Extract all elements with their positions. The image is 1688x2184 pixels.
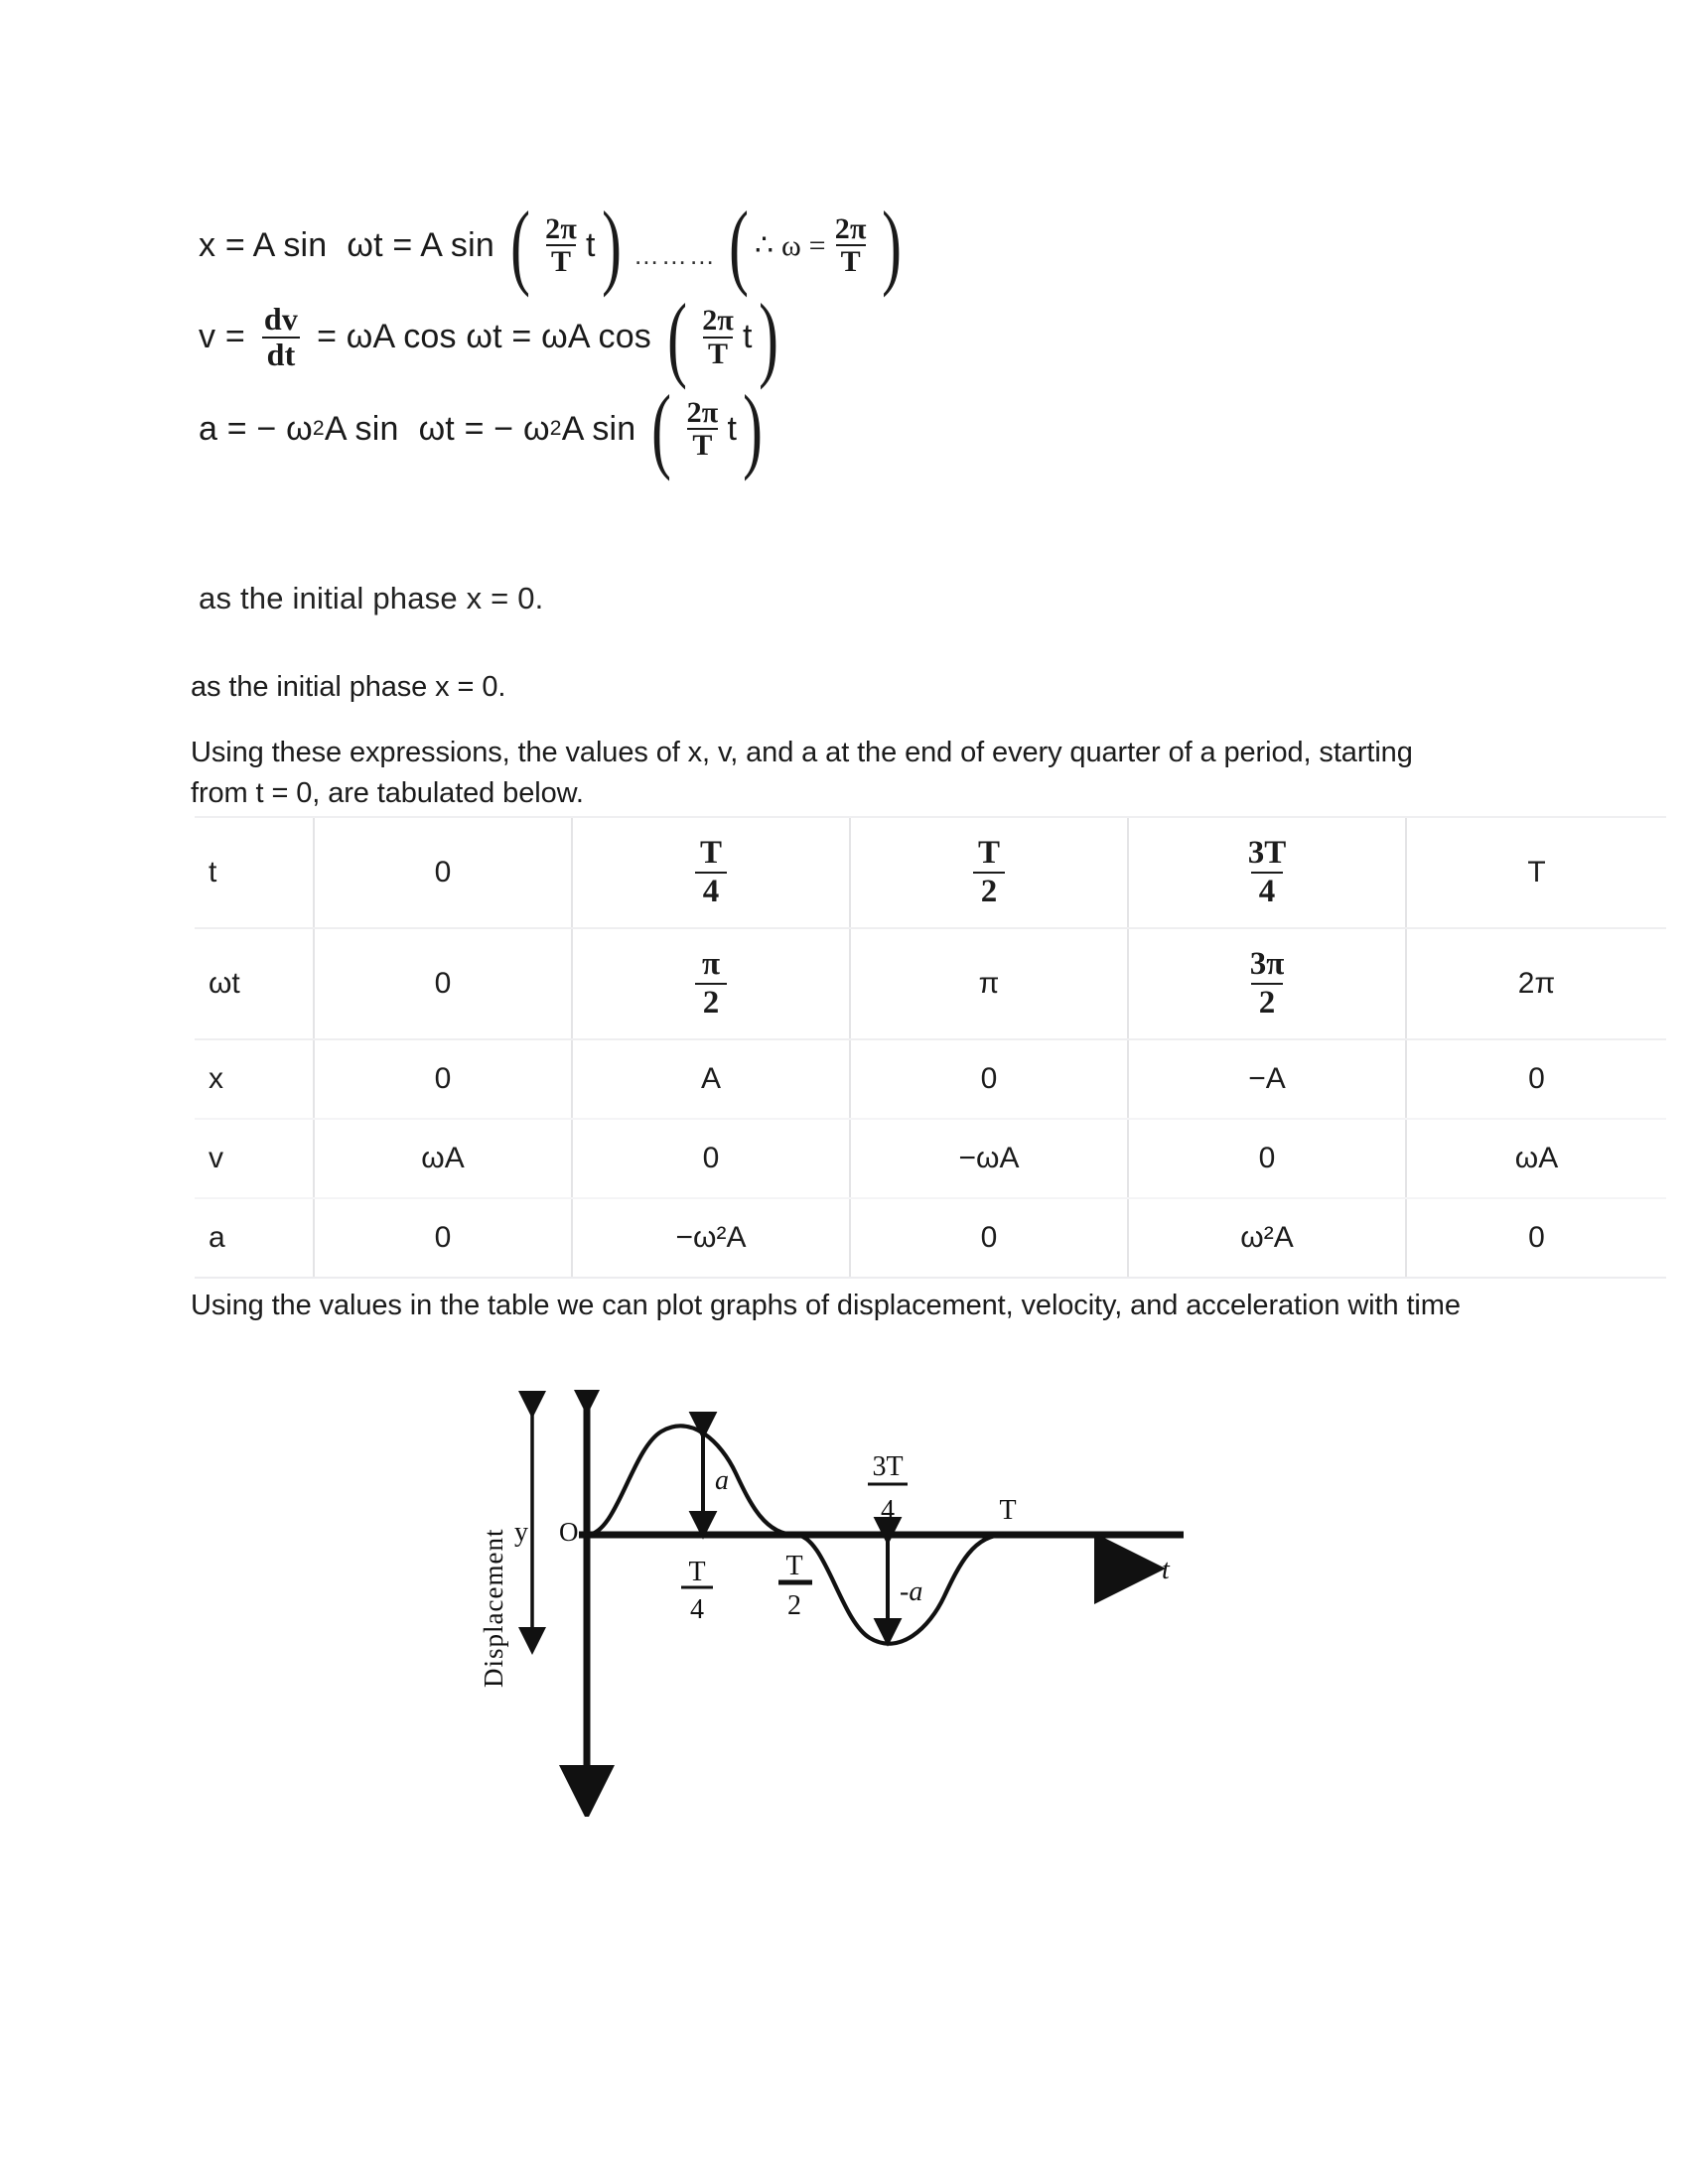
equation-block (199, 192, 1489, 486)
table-row (195, 1039, 1666, 1119)
cell-fraction (692, 837, 730, 908)
fraction-two-pi-over-T: $\frac{2\pi}{T}$ (702, 304, 735, 370)
fraction-denominator: 4 (1251, 872, 1284, 908)
values-table-wrapper (195, 816, 1666, 1279)
paragraph-using-expressions: Using these expressions, the values of x, v, and a at the end of every quarter of a period, starting from t = 0, are tabulated below. (191, 737, 1413, 810)
table-cell (850, 817, 1128, 928)
cell-fraction (1240, 837, 1295, 908)
paragraph-initial-phase: as the initial phase x = 0. (191, 671, 506, 703)
fraction-dv-over-dt: $\frac{dv}{dt}$ (259, 303, 303, 371)
equation-variable: t (585, 225, 596, 264)
fraction-denominator: 2 (695, 983, 728, 1020)
xtick-3T-over-4 (868, 1451, 908, 1526)
left-paren-icon: ( (510, 192, 531, 299)
fraction-denominator: 2 (973, 872, 1006, 908)
scanned-phrase: as the initial phase x = 0. (199, 581, 544, 615)
displacement-time-graph (467, 1390, 1241, 1817)
fraction-numerator: T (977, 835, 1000, 871)
right-paren-icon: ) (758, 283, 778, 390)
equation-variable: t (727, 409, 738, 448)
fraction-two-pi-over-T: $\frac{2\pi}{T}$ (545, 212, 577, 279)
fraction-numerator: 3T (1247, 835, 1287, 871)
amplitude-positive-label: a (715, 1465, 729, 1496)
x-axis-title: t (1162, 1555, 1170, 1585)
cell-fraction (1242, 948, 1293, 1020)
table-cell: −ωA (850, 1119, 1128, 1198)
left-paren-icon: ( (667, 283, 688, 390)
table-row-label: x (195, 1039, 314, 1119)
ellipsis: ……… (633, 240, 717, 271)
table-cell: A (572, 1039, 850, 1119)
table-row (195, 1198, 1666, 1278)
svg-text:T: T (688, 1557, 706, 1587)
svg-text:4: 4 (881, 1495, 895, 1526)
equation-velocity (199, 283, 1489, 390)
table-cell: 0 (1128, 1119, 1406, 1198)
table-cell: 0 (572, 1119, 850, 1198)
table-cell: 0 (314, 928, 572, 1039)
cell-fraction (694, 948, 728, 1020)
table-cell: 0 (314, 1198, 572, 1278)
left-paren-icon: ( (651, 375, 672, 482)
equation-displacement (199, 192, 1489, 299)
svg-text:3T: 3T (872, 1451, 904, 1482)
values-table (195, 816, 1666, 1279)
table-cell: 0 (1406, 1039, 1666, 1119)
equation-mid: ωt = A sin (347, 225, 494, 264)
fraction-denominator: 4 (695, 872, 728, 908)
table-cell: π (850, 928, 1128, 1039)
fraction-two-pi-over-T: $\frac{2\pi}{T}$ (686, 395, 719, 463)
table-row-label: ωt (195, 928, 314, 1039)
graph-svg (467, 1390, 1241, 1817)
right-paren-icon: ) (601, 192, 622, 299)
table-cell: −A (1128, 1039, 1406, 1119)
svg-text:T: T (785, 1551, 803, 1581)
equation-mid: ωt = − ω (418, 409, 550, 448)
right-paren-icon: ) (743, 375, 764, 482)
xtick-T-over-4 (681, 1557, 713, 1625)
table-cell: ωA (314, 1119, 572, 1198)
equation-mid-tail: A sin (561, 409, 636, 448)
table-cell: 0 (850, 1198, 1128, 1278)
equation-variable: t (743, 318, 753, 356)
paragraph-plot-graphs: Using the values in the table we can plot graphs of displacement, velocity, and acceleration with time (191, 1290, 1461, 1321)
table-cell: ω²A (1128, 1198, 1406, 1278)
equation-acceleration: a = − ω 2 A sin ωt = − ω 2 A sin ( $\frac{2\pi}{T}$ t ) (199, 375, 764, 482)
note-fraction-two-pi-over-T: $\frac{2\pi}{T}$ (834, 212, 867, 279)
amplitude-negative-label: -a (900, 1576, 923, 1607)
table-row-label: v (195, 1119, 314, 1198)
y-axis-symbol: y (514, 1517, 528, 1548)
table-row-label: t (195, 817, 314, 928)
table-cell: 0 (1406, 1198, 1666, 1278)
fraction-denominator: 2 (1251, 983, 1284, 1020)
equation-lhs: x = A sin (199, 225, 328, 264)
table-cell: 0 (850, 1039, 1128, 1119)
equation-note-prefix: ∴ ω = (754, 228, 826, 262)
equation-lhs-tail: A sin (324, 409, 399, 448)
table-cell: ωA (1406, 1119, 1666, 1198)
cell-fraction (970, 837, 1008, 908)
note-right-paren-icon: ) (881, 192, 902, 299)
xtick-T: T (999, 1495, 1017, 1526)
table-cell: T (1406, 817, 1666, 928)
table-row (195, 817, 1666, 928)
table-cell (572, 817, 850, 928)
table-cell (572, 928, 850, 1039)
fraction-numerator: T (699, 835, 722, 871)
equation-mid: = ωA cos ωt = ωA cos (317, 318, 652, 356)
origin-label: O (559, 1517, 579, 1547)
equation-lhs: a = − ω (199, 409, 313, 448)
table-row (195, 928, 1666, 1039)
table-cell: 0 (314, 1039, 572, 1119)
table-cell: 2π (1406, 928, 1666, 1039)
table-cell (1128, 928, 1406, 1039)
table-row-label: a (195, 1198, 314, 1278)
fraction-numerator: 3π (1249, 946, 1285, 982)
table-row (195, 1119, 1666, 1198)
note-left-paren-icon: ( (728, 192, 749, 299)
svg-text:2: 2 (787, 1590, 801, 1621)
svg-text:4: 4 (690, 1594, 704, 1625)
table-cell: 0 (314, 817, 572, 928)
equation-lhs: v = (199, 318, 245, 356)
table-cell (1128, 817, 1406, 928)
xtick-T-over-2 (778, 1551, 812, 1621)
y-axis-title: Displacement (479, 1528, 508, 1688)
table-cell: −ω²A (572, 1198, 850, 1278)
fraction-numerator: π (701, 946, 721, 982)
